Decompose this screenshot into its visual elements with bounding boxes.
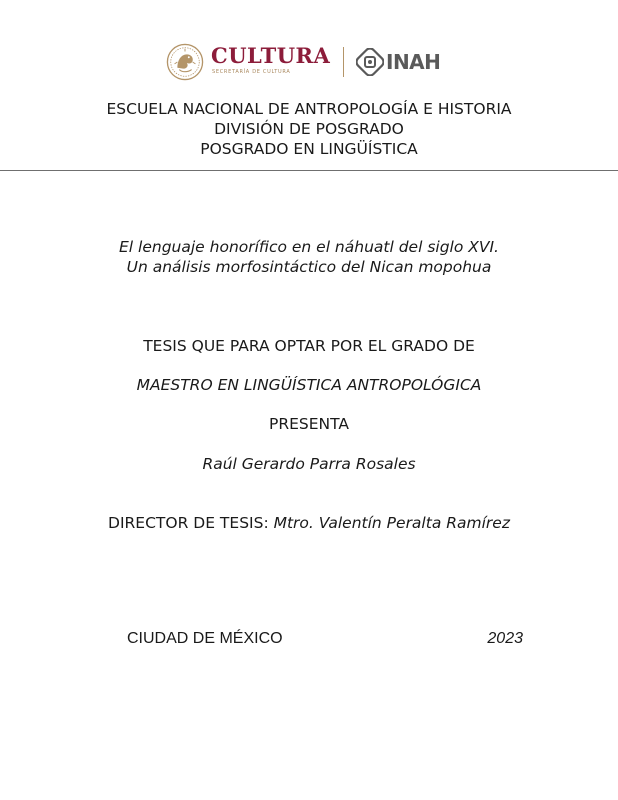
degree-name: MAESTRO EN LINGÜÍSTICA ANTROPOLÓGICA [136, 376, 482, 394]
header-divider [0, 170, 618, 171]
logo-bar [0, 42, 618, 82]
inah-glyph-icon [356, 48, 384, 76]
director-line [0, 513, 618, 533]
thesis-title [0, 237, 618, 277]
director-name: Mtro. Valentín Peralta Ramírez [273, 514, 510, 532]
institution-name: ESCUELA NACIONAL DE ANTROPOLOGÍA E HISTORIA [106, 100, 512, 118]
degree-intro: TESIS QUE PARA OPTAR POR EL GRADO DE [143, 337, 475, 355]
city: CIUDAD DE MÉXICO [127, 630, 283, 647]
program-name: POSGRADO EN LINGÜÍSTICA [200, 140, 418, 158]
thesis-title-line-2: Un análisis morfosintáctico del Nican mopohua [126, 258, 492, 276]
division-name: DIVISIÓN DE POSGRADO [214, 120, 404, 138]
author-name: Raúl Gerardo Parra Rosales [202, 455, 416, 473]
year: 2023 [487, 630, 523, 647]
inah-wordmark: INAH [386, 50, 441, 74]
cultura-seal-icon [166, 43, 204, 81]
presenta-label: PRESENTA [268, 415, 349, 433]
cultura-logo [211, 44, 335, 78]
institution-header [0, 99, 618, 159]
director-label: DIRECTOR DE TESIS: [108, 514, 269, 532]
cultura-wordmark: CULTURA [211, 43, 331, 68]
thesis-title-line-1: El lenguaje honorífico en el náhuatl del siglo XVI. [119, 238, 499, 256]
cultura-subtitle: SECRETARÍA DE CULTURA [212, 69, 291, 75]
logo-divider [343, 47, 344, 77]
